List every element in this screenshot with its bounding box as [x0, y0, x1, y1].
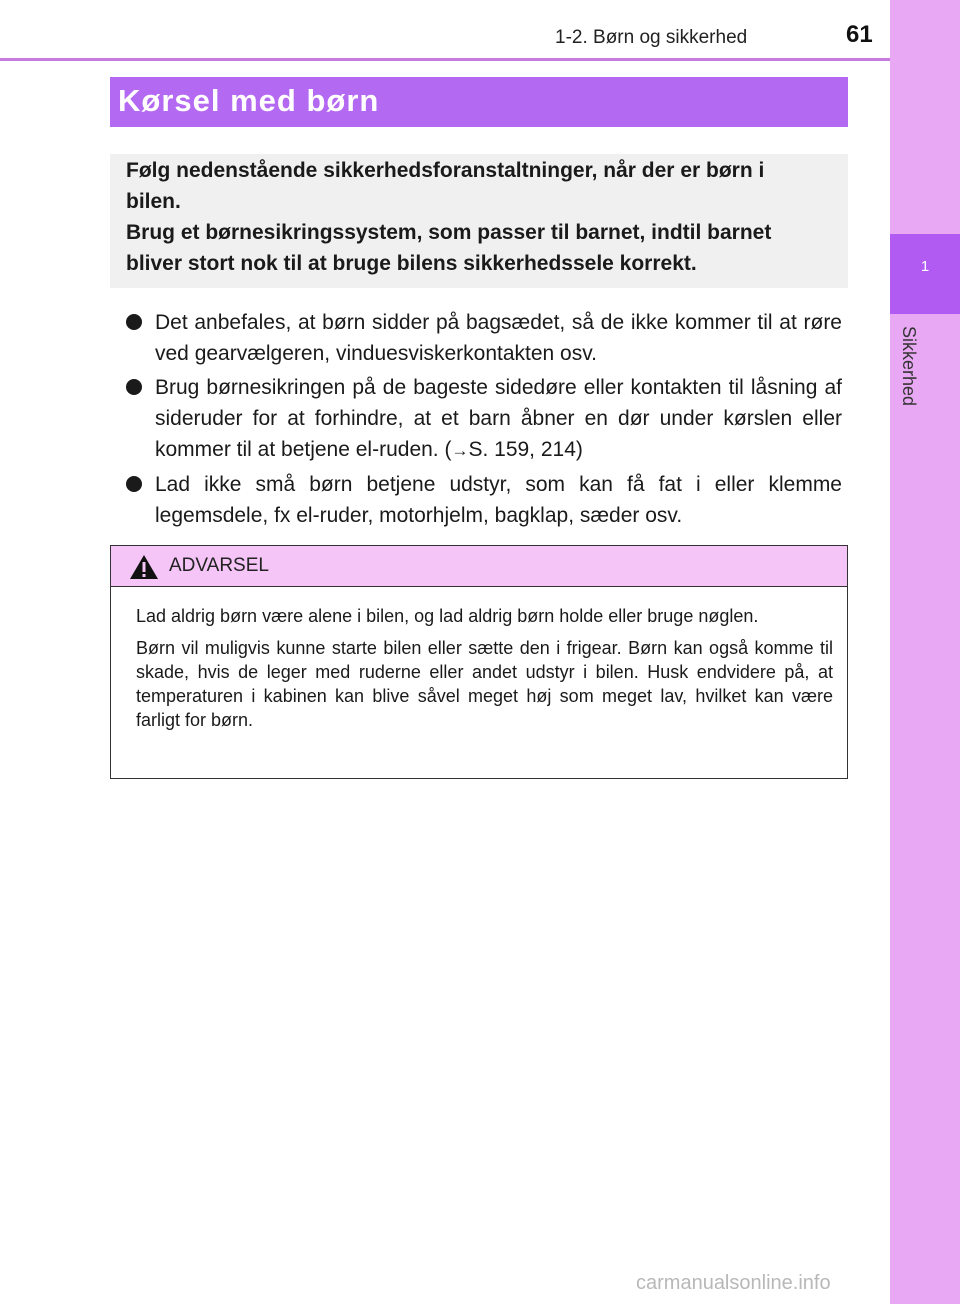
bullet-dot-icon [126, 379, 142, 395]
bullet-dot-icon [126, 314, 142, 330]
intro-line: Brug et børnesikringssystem, som passer til barnet, indtil barnet [126, 221, 772, 244]
arrow-right-icon: → [451, 441, 469, 460]
header-divider [0, 58, 890, 61]
bullet-text: Lad ikke små børn betjene udstyr, som kan få fat i eller klemme legemsdele, fx el-ruder, motorhjelm, bagklap, sæder osv. [155, 473, 842, 527]
warning-label: ADVARSEL [169, 555, 269, 576]
list-item [126, 469, 842, 531]
chapter-tab[interactable] [890, 234, 960, 314]
warning-paragraph: Børn vil muligvis kunne starte bilen eller sætte den i frigear. Børn kan også komme til skade, hvis de leger med ruderne eller andet udstyr i bilen. Husk endvidere på, at temperaturen i kabinen kan blive såvel meget høj som meget lav, hvilket kan være farligt for børn. [136, 638, 833, 730]
header-section-title: 1-2. Børn og sikkerhed [555, 27, 748, 48]
intro-box [110, 154, 848, 288]
warning-body [136, 604, 833, 740]
list-item [126, 372, 842, 466]
intro-line: bliver stort nok til at bruge bilens sikkerhedssele korrekt. [126, 252, 697, 275]
warning-box [110, 545, 848, 779]
bullet-dot-icon [126, 476, 142, 492]
page-number: 61 [846, 21, 873, 48]
list-item [126, 307, 842, 369]
watermark: carmanualsonline.info [636, 1272, 831, 1294]
page-title: Kørsel med børn [118, 83, 380, 118]
warning-header [111, 546, 847, 587]
chapter-number: 1 [920, 258, 930, 275]
intro-line: Følg nedenstående sikkerhedsforanstaltninger, når der er børn i [126, 159, 765, 182]
bullet-list [126, 307, 842, 534]
title-bar [110, 77, 848, 127]
bullet-text: Brug børnesikringen på de bageste sidedøre eller kontakten til låsning af sideruder for at forhindre, at et barn åbner en dør under kørslen eller kommer til at betjene el-ruden. ( [155, 376, 842, 461]
warning-paragraph: Lad aldrig børn være alene i bilen, og lad aldrig børn holde eller bruge nøglen. [136, 606, 759, 626]
warning-triangle-icon [129, 554, 159, 580]
intro-line: bilen. [126, 190, 181, 213]
side-strip [890, 0, 960, 1304]
chapter-title: Sikkerhed [899, 326, 919, 407]
bullet-text: Det anbefales, at børn sidder på bagsædet, så de ikke kommer til at røre ved gearvælgeren, vinduesviskerkontakten osv. [155, 311, 842, 365]
page-reference-link[interactable]: S. 159, 214) [468, 438, 583, 461]
